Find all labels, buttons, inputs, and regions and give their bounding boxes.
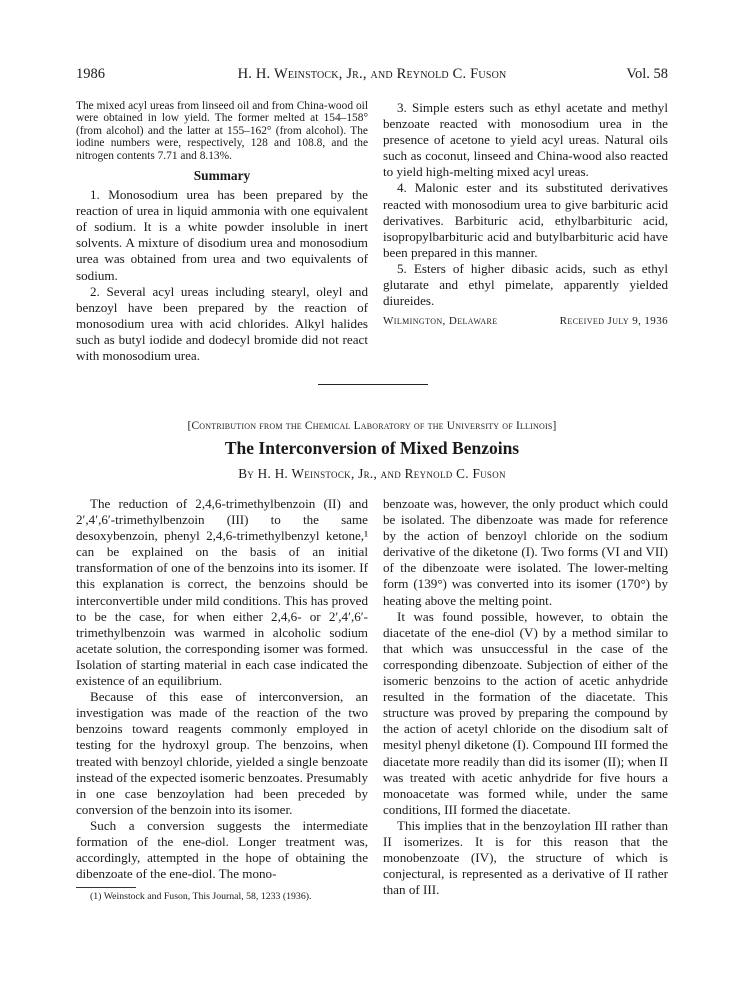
summary-item: 1. Monosodium urea has been prepared by the reaction of urea in liquid ammonia with one equivalent of sodium. It is a white powder insoluble in inert solvents. A mixture of disodium urea and monosodium urea was obtained from urea and two equivalents of sodium. <box>76 187 368 283</box>
article-title: The Interconversion of Mixed Benzoins <box>224 438 520 458</box>
summary-item: 4. Malonic ester and its substituted derivatives reacted with monosodium urea to give barbituric acid derivatives. Barbituric acid, ethylbarbituric acid, isopropylbarbituric acid and butylbarbituric acid have been prepared in this manner. <box>383 180 668 260</box>
body-paragraph: The reduction of 2,4,6-trimethylbenzoin (II) and 2′,4′,6′-trimethylbenzoin (III) to the same desoxybenzoin, phenyl 2,4,6-trimethylbenzyl ketone,¹ can be explained on the basis of an initial transformation of one of the benzoins into its isomer. If this explanation is correct, the benzoins should be interconvertible under mild conditions. This has proved to be the case, for when either 2,4,6- or 2′,4′,6′-trimethylbenzoin was warmed in alcoholic sodium acetate solution, the corresponding isomer was formed. Isolation of starting material in each case indicated the existence of an equilibrium. <box>76 496 368 689</box>
contribution-line: [Contribution from the Chemical Laboratory of the University of Illinois] <box>187 420 557 432</box>
volume-label: Vol. 58 <box>626 66 668 82</box>
summary-item: 5. Esters of higher dibasic acids, such as ethyl glutarate and ethyl pimelate, apparently yielded diureides. <box>383 260 668 309</box>
location: Wilmington, Delaware <box>383 315 498 328</box>
page-header <box>76 66 668 86</box>
footnote: (1) Weinstock and Fuson, This Journal, 58, 1233 (1936). <box>90 891 312 903</box>
page-number: 1986 <box>76 66 105 82</box>
previous-article-intro: The mixed acyl ureas from linseed oil and from China-wood oil were obtained in low yield. The former melted at 154–158° (from alcohol) and the latter at 155–162° (from alcohol). The iodine numbers were, respectively, 128 and 108.8, and the nitrogen contents 7.71 and 8.13%. <box>76 100 368 162</box>
body-paragraph: benzoate was, however, the only product which could be isolated. The dibenzoate was made for reference by the action of benzoyl chloride on the sodium derivative of the diketone (I). Two forms (VI and VII) of the dibenzoate were isolated. The lower-melting form (139°) was converted into its isomer (170°) by heating above the melting point. <box>383 496 668 608</box>
article-left-column <box>76 496 368 903</box>
body-paragraph: This implies that in the benzoylation III rather than II isomerizes. It is for this reason that the monobenzoate (IV), the structure of which is conjectural, is represented as a derivative of II rather than of III. <box>383 817 668 898</box>
summary-item: 2. Several acyl ureas including stearyl, oleyl and benzoyl have been prepared by the reaction of monosodium urea with acid chlorides. Alkyl halides such as butyl iodide and dodecyl bromide did not react with monosodium urea. <box>76 283 368 363</box>
summary-heading: Summary <box>193 168 251 184</box>
previous-article-right-column <box>383 100 668 329</box>
received-date: Received July 9, 1936 <box>559 315 668 328</box>
article-byline: By H. H. Weinstock, Jr., and Reynold C. Fuson <box>238 466 506 481</box>
previous-article-left-column <box>76 100 368 364</box>
body-paragraph: Because of this ease of interconversion, an investigation was made of the reaction of the two benzoins toward reagents commonly employed in testing for the hydroxyl group. The benzoins, when treated with benzoyl chloride, yielded a single benzoate instead of the expected isomeric benzoates. Presumably in one case benzoylation had been preceded by conversion of the benzoin into its isomer. <box>76 689 368 817</box>
running-head: H. H. Weinstock, Jr., and Reynold C. Fuson <box>237 66 507 82</box>
footnote-rule <box>76 887 136 888</box>
section-divider <box>318 384 428 385</box>
signature-line <box>383 315 668 329</box>
article-right-column <box>383 496 668 898</box>
summary-item: 3. Simple esters such as ethyl acetate and methyl benzoate reacted with monosodium urea in the presence of acetone to yield acyl ureas. Natural oils such as coconut, linseed and China-wood also reacted to yield high-melting mixed acyl ureas. <box>383 100 668 180</box>
body-paragraph: It was found possible, however, to obtain the diacetate of the ene-diol (V) by a method similar to that which was unsuccessful in the case of the corresponding dibenzoate. Subjection of either of the isomeric benzoins to the action of acetic anhydride resulted in the formation of the diacetate. This structure was proved by preparing the compound by the action of acetyl chloride on the disodium salt of mesityl phenyl diketone (I). Compound III formed the diacetate more readily than did its isomer (II); when II was treated with acetic anhydride for five hours a monoacetate was formed while, under the same conditions, III formed the diacetate. <box>383 608 668 817</box>
body-paragraph: Such a conversion suggests the intermediate formation of the ene-diol. Longer treatment was, accordingly, attempted in the hope of obtaining the dibenzoate of the ene-diol. The mono- <box>76 817 368 882</box>
